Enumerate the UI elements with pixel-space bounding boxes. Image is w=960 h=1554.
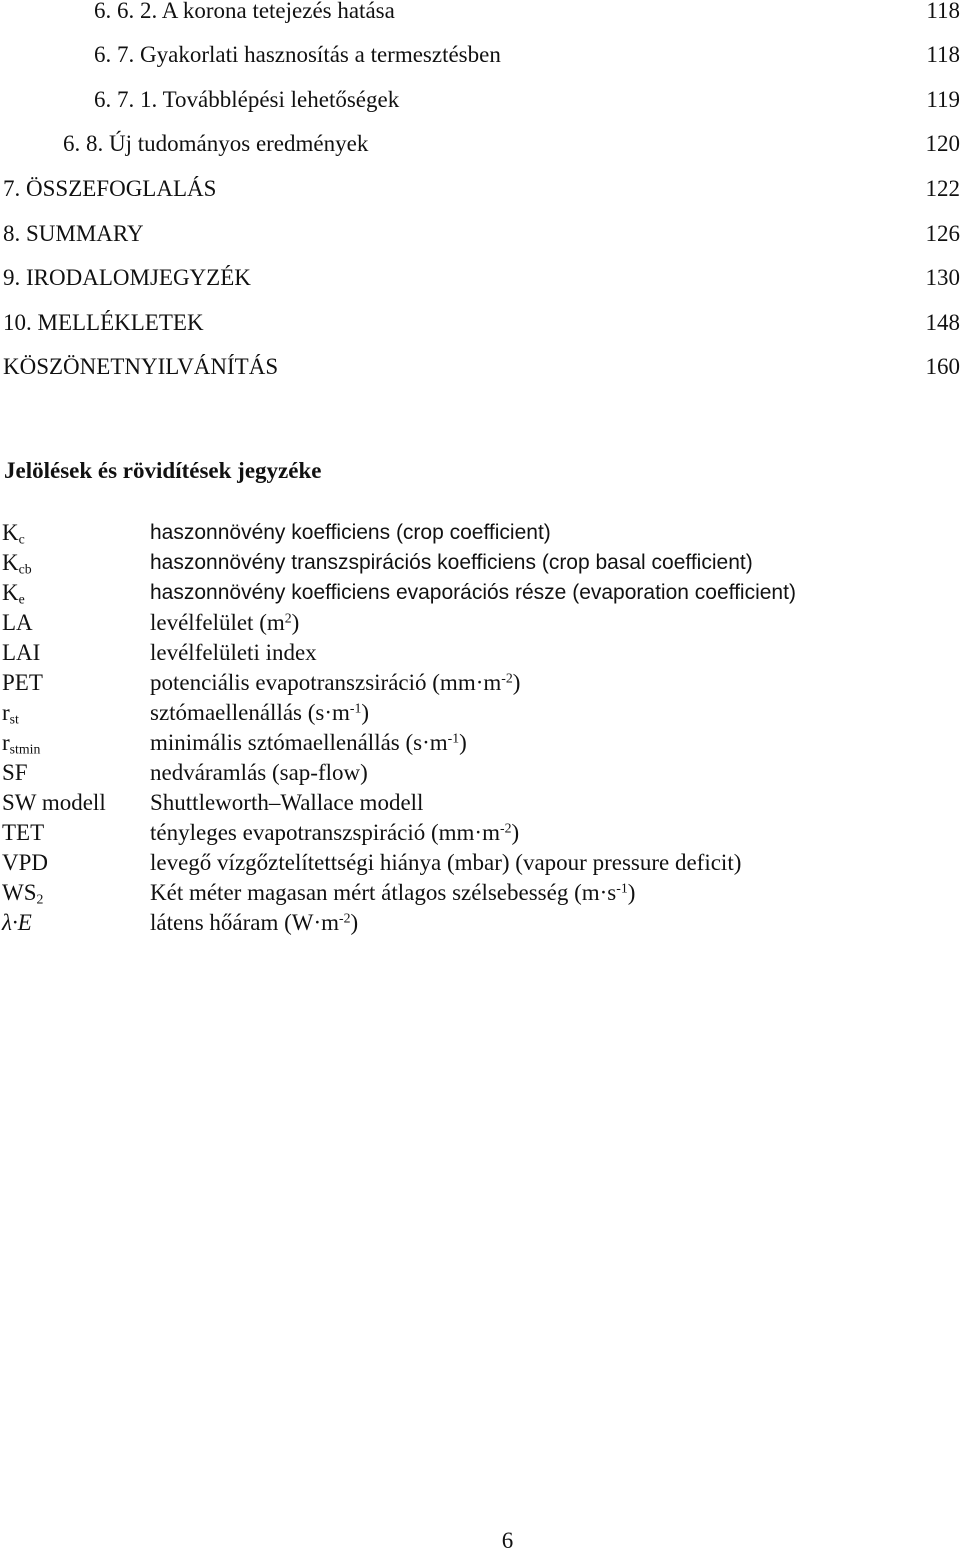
abbr-definition: levélfelületi index bbox=[150, 640, 317, 665]
toc-page: 122 bbox=[925, 176, 960, 201]
abbreviation-row bbox=[0, 608, 960, 638]
abbr-definition: sztómaellenállás $(s\cdot m^{-1})$ bbox=[150, 700, 370, 725]
toc-page: 119 bbox=[926, 87, 960, 112]
abbr-symbol: $K_e$ bbox=[2, 580, 25, 607]
abbreviation-row bbox=[0, 818, 960, 848]
abbr-symbol: LAI bbox=[2, 640, 41, 665]
abbr-definition: haszonnövény koefficiens evaporációs része (evaporation coefficient) bbox=[150, 581, 796, 604]
toc-entry bbox=[0, 40, 960, 70]
page-number: 6 bbox=[501, 1528, 514, 1553]
toc-entry bbox=[0, 0, 960, 26]
abbr-symbol: SW modell bbox=[2, 790, 106, 815]
abbr-definition: haszonnövény koefficiens (crop coefficient) bbox=[150, 521, 551, 544]
toc-label: 6. 7. 1. Továbblépési lehetőségek bbox=[94, 87, 400, 112]
toc-entry bbox=[0, 263, 960, 293]
abbreviations-heading: Jelölések és rövidítések jegyzéke bbox=[4, 458, 322, 483]
abbr-symbol: $r_{stmin}$ bbox=[2, 730, 41, 757]
abbreviation-row bbox=[0, 518, 960, 548]
toc-label: 8. SUMMARY bbox=[3, 221, 144, 246]
abbr-definition: Shuttleworth–Wallace modell bbox=[150, 790, 424, 815]
toc-label: 6. 8. Új tudományos eredmények bbox=[63, 131, 369, 156]
abbr-symbol: $K_{cb}$ bbox=[2, 550, 32, 577]
abbreviation-row bbox=[0, 728, 960, 758]
abbr-definition: minimális sztómaellenállás $(s\cdot m^{-1})$ bbox=[150, 730, 467, 755]
toc-entry bbox=[0, 219, 960, 249]
toc-entry bbox=[0, 308, 960, 338]
toc-page: 120 bbox=[925, 131, 960, 156]
abbr-definition: levélfelület $(m^2)$ bbox=[150, 610, 300, 635]
abbreviation-row bbox=[0, 668, 960, 698]
abbr-definition: látens hőáram $(W\cdot m^{-2})$ bbox=[150, 910, 359, 935]
abbr-symbol: $K_c$ bbox=[2, 520, 25, 547]
toc-page: 160 bbox=[925, 354, 960, 379]
abbr-definition: Két méter magasan mért átlagos szélsebesség $(m\cdot s^{-1})$ bbox=[150, 880, 636, 905]
toc-entry bbox=[0, 174, 960, 204]
toc-label: KÖSZÖNETNYILVÁNÍTÁS bbox=[3, 354, 279, 379]
abbreviation-row bbox=[0, 788, 960, 818]
abbr-symbol: $r_{st}$ bbox=[2, 700, 19, 727]
abbr-symbol: SF bbox=[2, 760, 28, 785]
abbr-symbol: λ·E bbox=[2, 910, 32, 935]
abbr-symbol: $WS_2$ bbox=[2, 880, 44, 907]
toc-label: 7. ÖSSZEFOGLALÁS bbox=[3, 176, 217, 201]
toc-page: 148 bbox=[925, 310, 960, 335]
abbreviation-row bbox=[0, 908, 960, 938]
abbr-symbol: TET bbox=[2, 820, 45, 845]
abbreviation-row bbox=[0, 848, 960, 878]
toc-label: 9. IRODALOMJEGYZÉK bbox=[3, 265, 251, 290]
toc-label: 10. MELLÉKLETEK bbox=[3, 310, 204, 335]
abbr-definition: nedváramlás (sap-flow) bbox=[150, 760, 368, 785]
toc-label: 6. 7. Gyakorlati hasznosítás a termesztésben bbox=[94, 42, 501, 67]
abbreviation-row bbox=[0, 878, 960, 908]
toc-entry bbox=[0, 85, 960, 115]
toc-page: 126 bbox=[925, 221, 960, 246]
abbreviation-row bbox=[0, 578, 960, 608]
toc-entry bbox=[0, 352, 960, 382]
abbr-definition: haszonnövény transzspirációs koefficiens (crop basal coefficient) bbox=[150, 551, 753, 574]
abbr-symbol: VPD bbox=[2, 850, 49, 875]
abbreviation-row bbox=[0, 548, 960, 578]
abbr-definition: levegő vízgőztelítettségi hiánya (mbar) (vapour pressure deficit) bbox=[150, 850, 742, 875]
toc-page: 118 bbox=[926, 0, 960, 23]
abbreviation-row bbox=[0, 698, 960, 728]
toc-page: 118 bbox=[926, 42, 960, 67]
toc-page: 130 bbox=[925, 265, 960, 290]
toc-label: 6. 6. 2. A korona tetejezés hatása bbox=[94, 0, 395, 23]
toc-entry bbox=[0, 129, 960, 159]
abbr-definition: potenciális evapotranszsiráció $(mm\cdot m^{-2})$ bbox=[150, 670, 521, 695]
abbreviation-row bbox=[0, 638, 960, 668]
abbr-symbol: PET bbox=[2, 670, 43, 695]
abbr-symbol: LA bbox=[2, 610, 33, 635]
abbreviation-row bbox=[0, 758, 960, 788]
abbr-definition: tényleges evapotranszspiráció $(mm\cdot m^{-2})$ bbox=[150, 820, 520, 845]
